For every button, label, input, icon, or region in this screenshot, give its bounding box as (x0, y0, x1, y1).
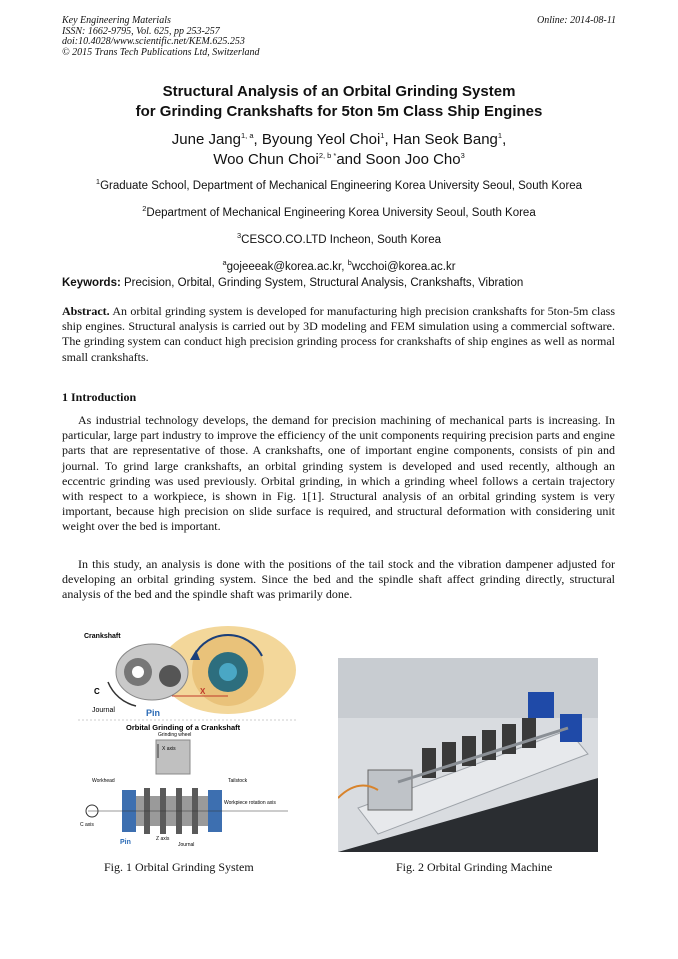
online-date: Online: 2014-08-11 (537, 15, 616, 26)
email-sup: a (222, 258, 227, 268)
workhead-unit (368, 770, 412, 810)
blue-motor (528, 692, 554, 718)
aff-sup: 2 (142, 204, 147, 214)
author-block (40, 130, 638, 277)
author-line-2 (40, 150, 638, 170)
abstract-label: Abstract. (62, 304, 110, 318)
label-crankshaft: Crankshaft (84, 633, 121, 640)
doi: doi:10.4028/www.scientific.net/KEM.625.253 (62, 36, 245, 47)
author-line-1 (40, 130, 638, 150)
label-tailstock: Tailstock (228, 778, 248, 784)
label-c-axis: C axis (80, 822, 94, 828)
label-workhead: Workhead (92, 778, 115, 784)
author-sup: 1 (497, 131, 503, 140)
label-x-axis: X axis (162, 746, 176, 752)
label-pin: Pin (146, 708, 161, 718)
intro-paragraph-2: In this study, an analysis is done with the positions of the tail stock and the vibration dampener adjusted for developing an orbital grinding system. Since the bed and the spindle shaft affect grinding directly, structural analysis of the bed and the spindle shaft was primarily done. (62, 557, 615, 602)
author-name: , Byoung Yeol Choi (253, 131, 381, 148)
affiliation-1 (40, 176, 638, 196)
figure-1-diagram (78, 626, 296, 850)
aff-sup: 1 (95, 177, 101, 187)
keywords-label: Keywords: (62, 277, 121, 289)
abstract-text: An orbital grinding system is developed for manufacturing high precision crankshafts for 5ton-5m class ship engines. Structural analysis is carried out by 3D modeling and FEM simulation using a commercial software. The grinding system can conduct high precision grinding process for crankshafts of ship engines as well as normal small crankshafts. (62, 304, 615, 364)
paper-title (40, 82, 638, 122)
aff-sup: 3 (236, 231, 242, 241)
author-sep: , (502, 131, 507, 148)
label-c: C (94, 687, 100, 696)
keywords (62, 277, 523, 289)
aff-text: CESCO.CO.LTD Incheon, South Korea (241, 234, 442, 246)
aff-text: Department of Mechanical Engineering Korea University Seoul, South Korea (146, 207, 536, 219)
copyright: © 2015 Trans Tech Publications Ltd, Switzerland (62, 46, 260, 58)
aff-text: Graduate School, Department of Mechanical Engineering Korea University Seoul, South Korea (100, 180, 583, 192)
label-journal-bottom: Journal (178, 842, 195, 848)
pin-center (219, 663, 237, 681)
label-pin-bottom: Pin (120, 839, 131, 846)
emails (40, 257, 638, 277)
author-name: Woo Chun Choi (213, 151, 319, 168)
author-name: , Han Seok Bang (384, 131, 498, 148)
journal-header (62, 16, 260, 58)
intro-paragraph-1: As industrial technology develops, the demand for precision machining of mechanical parts is increasing. In particular, large part industry to improve the efficiency of the unit components requiring precision parts and engine parts that are representative of those. A crankshafts, one of important engine components, consists of pin and journal. To grind large crankshafts, an orbital grinding system is developed and used recently, although an eccentric grinding was used previously. Orbital grinding, in which a grinding wheel follows a certain trajectory with respect to a workpiece, is shown in Fig. 1[1]. Structural analysis of an orbital grinding system is very important, because high precision on slide surface is required, and structural deformation with considering unit weight over the bed is important. (62, 413, 615, 534)
author-sup: 2, b * (318, 151, 337, 160)
email-sup: b (347, 258, 352, 268)
title-line-2: for Grinding Crankshafts for 5ton 5m Class Ship Engines (135, 103, 543, 120)
diagram-subtitle: Orbital Grinding of a Crankshaft (126, 723, 241, 732)
affiliation-2 (40, 203, 638, 223)
author-name: and Soon Joo Cho (336, 151, 461, 168)
label-grinding-wheel: Grinding wheel (158, 732, 192, 738)
author-sup: 1 (380, 131, 385, 140)
label-x: X (200, 687, 206, 696)
journal-name: Key Engineering Materials (62, 15, 171, 26)
title-line-1: Structural Analysis of an Orbital Grinding System (162, 83, 516, 100)
section-heading: 1 Introduction (62, 390, 137, 404)
figure-2-photo (338, 658, 598, 852)
label-journal: Journal (92, 707, 115, 714)
email-a: gojeeeak@korea.ac.kr, (226, 261, 348, 273)
author-name: June Jang (171, 131, 241, 148)
figure-2-caption: Fig. 2 Orbital Grinding Machine (396, 860, 553, 874)
author-sup: 1, a (241, 131, 254, 140)
pin-offset (159, 665, 181, 687)
abstract (62, 304, 615, 365)
author-sup: 3 (460, 151, 465, 160)
journal-center (132, 666, 144, 678)
photo-wall (338, 658, 598, 718)
issn: ISSN: 1662-9795, Vol. 625, pp 253-257 (62, 25, 220, 37)
email-b: wcchoi@korea.ac.kr (351, 261, 456, 273)
label-rotation-axis: Workpiece rotation axis (224, 800, 276, 806)
affiliation-3 (40, 230, 638, 250)
label-z-axis: Z axis (156, 836, 170, 842)
figure-1-caption: Fig. 1 Orbital Grinding System (104, 860, 254, 874)
keywords-text: Precision, Orbital, Grinding System, Structural Analysis, Crankshafts, Vibration (120, 277, 524, 289)
